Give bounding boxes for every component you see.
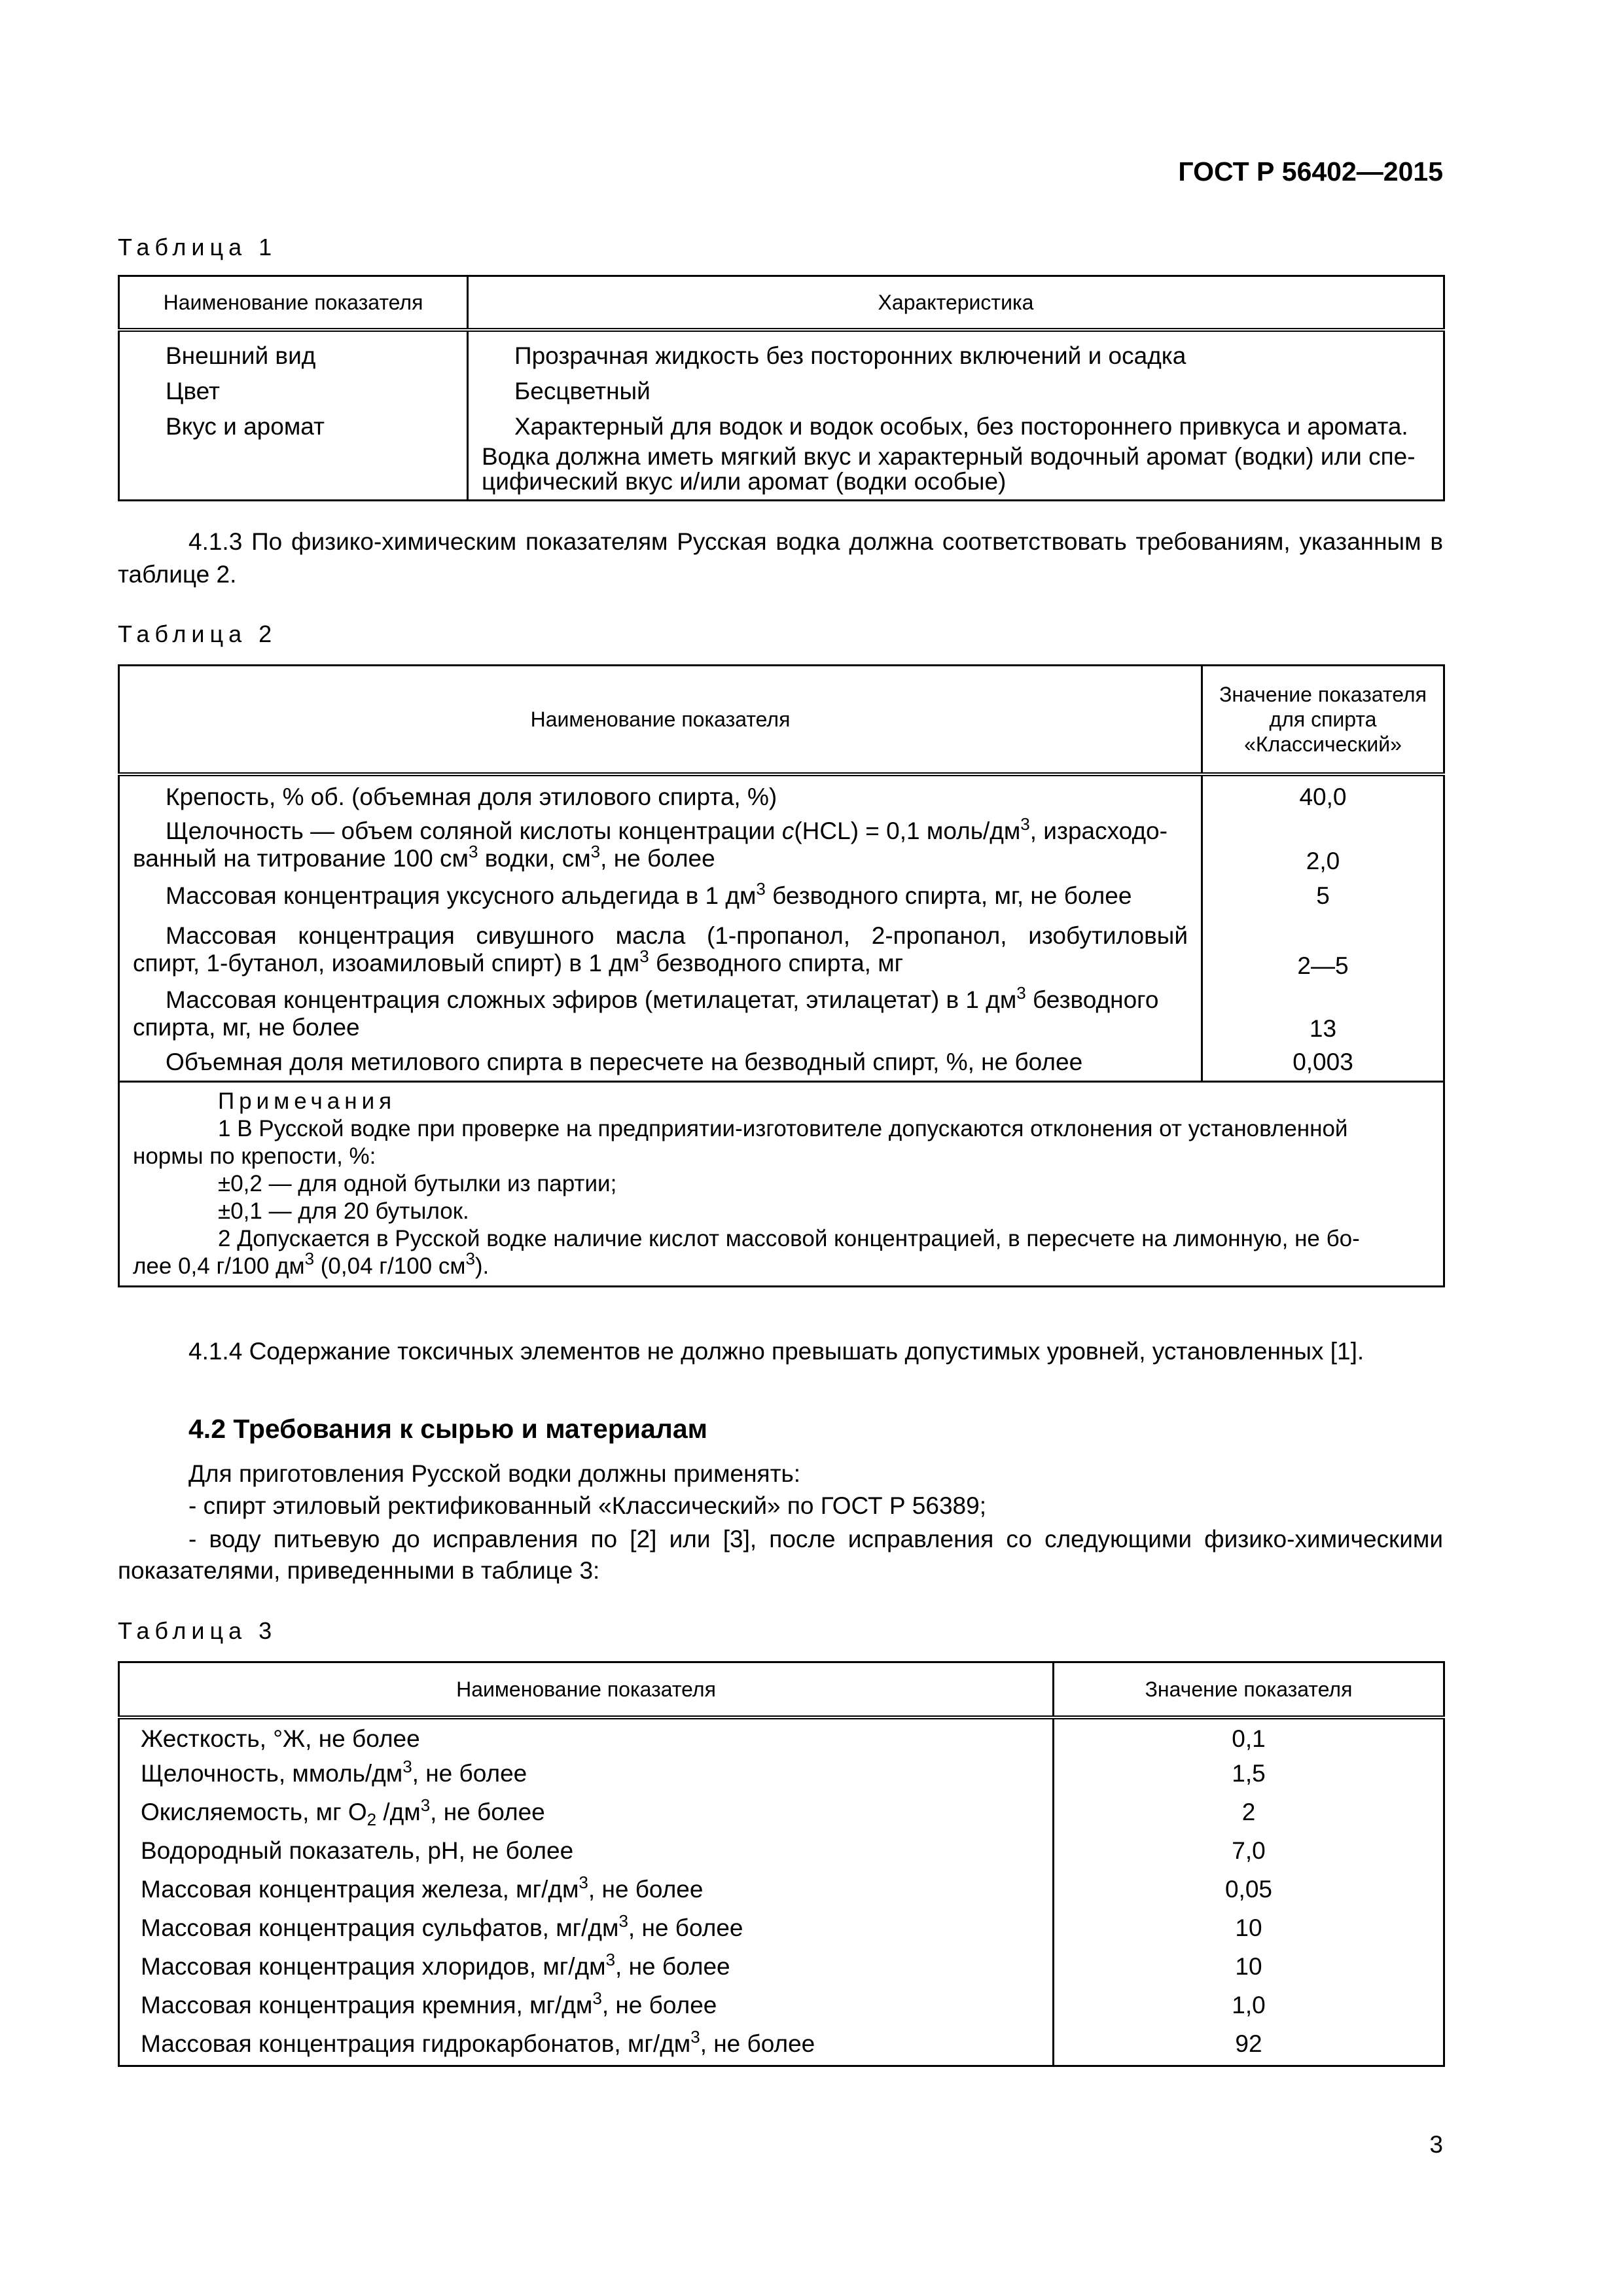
- subscript: 2: [366, 1809, 377, 1829]
- table3-row-value: 7,0: [1054, 1834, 1444, 1873]
- table1-row-name: Внешний вид: [166, 342, 316, 369]
- table2-row-value: 13: [1202, 982, 1444, 1045]
- note-text: 1 В Русской водке при проверке на предприятии-изготовителе допускаются отклонения от установленной: [218, 1116, 1348, 1141]
- table2-header-value-line: для спирта: [1269, 707, 1377, 731]
- table2-header-value-line: «Классический»: [1244, 732, 1402, 756]
- table2-notes: [119, 1082, 1444, 1287]
- table2-row-name: [119, 982, 1202, 1045]
- table1-row-name: Вкус и аромат: [166, 412, 325, 440]
- superscript: 3: [1016, 982, 1026, 1003]
- table2-row-name: [119, 815, 1202, 878]
- text-part: , не более: [700, 2030, 815, 2057]
- table3-row-name: [119, 1873, 1054, 1911]
- table1-header-characteristic: Характеристика: [468, 276, 1444, 330]
- table2-row-name: Объемная доля метилового спирта в пересчете на безводный спирт, %, не более: [119, 1045, 1202, 1082]
- note-text: ).: [474, 1253, 490, 1279]
- table3: [118, 1661, 1445, 2067]
- text-part: Щелочность — объем соляной кислоты концентрации: [166, 817, 782, 844]
- text-part: , не более: [600, 844, 715, 872]
- superscript: 3: [618, 1910, 628, 1931]
- table3-row-name: [119, 1950, 1054, 1988]
- table1-row-value: Водка должна иметь мягкий вкус и характерный водочный аромат (водки) или спе-: [482, 442, 1416, 470]
- table1-row-value: Прозрачная жидкость без посторонних включений и осадка: [514, 342, 1186, 369]
- table2-header-value-line: Значение показателя: [1219, 682, 1427, 706]
- text-part: Массовая концентрация сложных эфиров (метилацетат, этилацетат) в 1 дм: [166, 986, 1017, 1013]
- table3-row-value: 0,05: [1054, 1873, 1444, 1911]
- table1-names: [119, 330, 468, 501]
- paragraph-4-2-item-water: - воду питьевую до исправления по [2] или [3], после исправления со следующими физико-химическими показателями, приведенными в таблице 3:: [118, 1526, 1443, 1584]
- table3-row-name: Водородный показатель, pH, не более: [119, 1834, 1054, 1873]
- table2-header-name: Наименование показателя: [119, 666, 1202, 774]
- text-part: , не более: [628, 1914, 743, 1941]
- table2-row-value: 5: [1202, 878, 1444, 916]
- text-part: c: [781, 817, 794, 844]
- text-part: /дм: [376, 1798, 421, 1825]
- table1-row-value: цифический вкус и/или аромат (водки особые): [482, 467, 1007, 495]
- text-part: , не более: [588, 1875, 704, 1903]
- superscript: 3: [592, 1988, 602, 2008]
- table2-header-value: [1202, 666, 1444, 774]
- table1-values: [468, 330, 1444, 501]
- text-part: Окисляемость, мг О: [141, 1798, 367, 1825]
- note-text: 2 Допускается в Русской водке наличие кислот массовой концентрацией, в пересчете на лимонную, не бо-: [218, 1226, 1360, 1251]
- text-part: Массовая концентрация уксусного альдегида в 1 дм: [166, 882, 757, 909]
- table3-row-value: 0,1: [1054, 1717, 1444, 1757]
- text-part: Массовая концентрация железа, мг/дм: [141, 1875, 579, 1903]
- table3-row-name: [119, 1911, 1054, 1950]
- superscript: 3: [468, 841, 478, 861]
- note-text: ±0,2 — для одной бутылки из партии;: [218, 1171, 617, 1196]
- table1-caption: Таблица 1: [118, 234, 277, 260]
- text-part: , не более: [430, 1798, 545, 1825]
- superscript: 3: [605, 1949, 616, 1969]
- text-part: безводного спирта, мг, не более: [765, 882, 1132, 909]
- paragraph-4-1-4: 4.1.4 Содержание токсичных элементов не должно превышать допустимых уровней, установленных [1].: [188, 1338, 1364, 1365]
- table1-row-value: Характерный для водок и водок особых, без постороннего привкуса и аромата.: [514, 412, 1408, 440]
- text-part: , не более: [615, 1952, 730, 1980]
- paragraph-4-2-intro: Для приготовления Русской водки должны применять:: [188, 1460, 801, 1487]
- superscript: 3: [1020, 814, 1030, 834]
- text-part: безводного: [1026, 986, 1159, 1013]
- note-text: (0,04 г/100 см: [314, 1253, 466, 1279]
- superscript: 3: [304, 1249, 315, 1268]
- text-part: (HCL) = 0,1 моль/дм: [794, 817, 1021, 844]
- table2-row-name: [119, 878, 1202, 916]
- text-part: , израсходо-: [1029, 817, 1168, 844]
- table3-caption: Таблица 3: [118, 1617, 277, 1644]
- superscript: 3: [420, 1795, 431, 1815]
- notes-title: Примечания: [218, 1088, 397, 1114]
- superscript: 3: [465, 1249, 475, 1268]
- page-number: 3: [1429, 2131, 1443, 2158]
- table2-row-value: 2,0: [1202, 815, 1444, 878]
- table3-row-name: [119, 1988, 1054, 2027]
- text-part: Массовая концентрация хлоридов, мг/дм: [141, 1952, 606, 1980]
- superscript: 3: [402, 1756, 412, 1776]
- table3-row-name: Жесткость, °Ж, не более: [119, 1717, 1054, 1757]
- table2-row-name: Крепость, % об. (объемная доля этилового спирта, %): [119, 774, 1202, 815]
- text-part: Массовая концентрация кремния, мг/дм: [141, 1991, 593, 2018]
- superscript: 3: [690, 2026, 700, 2047]
- paragraph-4-1-3: 4.1.3 По физико-химическим показателям Русская водка должна соответствовать требованиям, указанным в таблице 2.: [118, 528, 1443, 588]
- table1-row-name: Цвет: [166, 377, 220, 404]
- table3-row-name: [119, 1795, 1054, 1834]
- table1-row-value: Бесцветный: [514, 377, 651, 404]
- superscript: 3: [579, 1872, 588, 1892]
- table3-row-name: [119, 2027, 1054, 2066]
- table3-row-value: 10: [1054, 1950, 1444, 1988]
- table1: [118, 275, 1445, 501]
- table3-header-value: Значение показателя: [1054, 1662, 1444, 1717]
- table2: [118, 664, 1445, 1287]
- text-part: Массовая концентрация гидрокарбонатов, мг/дм: [141, 2030, 691, 2057]
- table3-row-value: 2: [1054, 1795, 1444, 1834]
- table2-row-value: 2—5: [1202, 916, 1444, 982]
- table2-row-name: [119, 916, 1202, 982]
- note-text: нормы по крепости, %:: [133, 1143, 376, 1169]
- text-part: спирта, мг, не более: [133, 1013, 360, 1041]
- note-text: лее 0,4 г/100 дм: [133, 1253, 305, 1279]
- table1-header-name: Наименование показателя: [119, 276, 468, 330]
- text-part: , не более: [412, 1759, 527, 1787]
- table3-row-value: 1,0: [1054, 1988, 1444, 2027]
- table2-row-value: 0,003: [1202, 1045, 1444, 1082]
- section-heading-4-2: 4.2 Требования к сырью и материалам: [188, 1414, 707, 1444]
- superscript: 3: [756, 878, 766, 899]
- superscript: 3: [639, 946, 649, 966]
- text-part: ванный на титрование 100 см: [133, 844, 469, 872]
- text-part: безводного спирта, мг: [649, 949, 904, 977]
- note-text: ±0,1 — для 20 бутылок.: [218, 1198, 469, 1224]
- text-part: , не более: [601, 1991, 717, 2018]
- table3-header-name: Наименование показателя: [119, 1662, 1054, 1717]
- table3-row-value: 10: [1054, 1911, 1444, 1950]
- text-part: Массовая концентрация сивушного масла (1-пропанол, 2-пропанол, изобутиловый: [166, 922, 1188, 949]
- table2-caption: Таблица 2: [118, 620, 277, 647]
- text-part: Массовая концентрация сульфатов, мг/дм: [141, 1914, 619, 1941]
- document-id: ГОСТ Р 56402—2015: [1178, 156, 1443, 187]
- text-part: водки, см: [478, 844, 591, 872]
- text-part: Щелочность, ммоль/дм: [141, 1759, 403, 1787]
- table3-row-name: [119, 1757, 1054, 1795]
- table3-row-value: 92: [1054, 2027, 1444, 2066]
- paragraph-4-2-item-spirit: - спирт этиловый ректификованный «Классический» по ГОСТ Р 56389;: [188, 1492, 986, 1519]
- table2-row-value: 40,0: [1202, 774, 1444, 815]
- text-part: спирт, 1-бутанол, изоамиловый спирт) в 1 дм: [133, 949, 640, 977]
- table3-row-value: 1,5: [1054, 1757, 1444, 1795]
- superscript: 3: [590, 841, 601, 861]
